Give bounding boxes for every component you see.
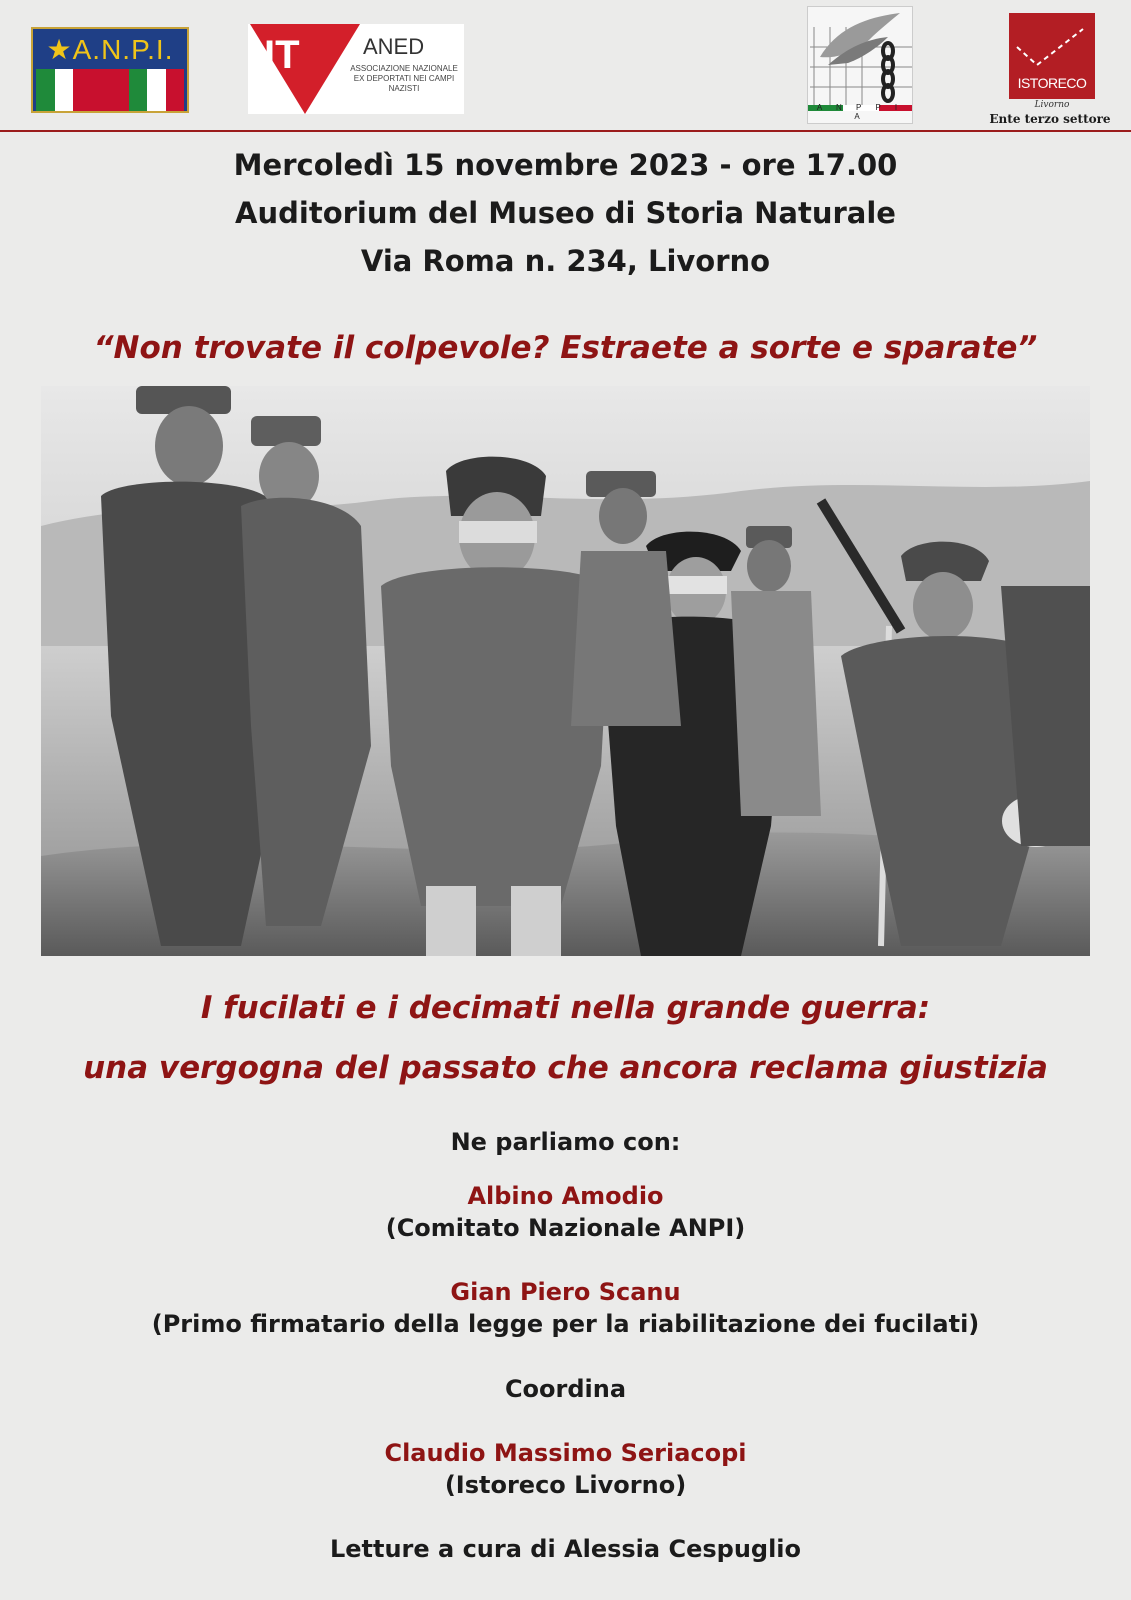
historical-photo: [41, 386, 1090, 956]
istoreco-city: Livorno: [1034, 100, 1070, 110]
moderator-role: (Istoreco Livorno): [444, 1471, 687, 1499]
header-divider: [0, 130, 1131, 132]
logo-bar: [0, 0, 1131, 132]
readings-credit: Letture a cura di Alessia Cespuglio: [329, 1535, 802, 1563]
aned-subtitle-line1: ASSOCIAZIONE NAZIONALE: [350, 64, 458, 73]
speaker-1-name: Albino Amodio: [467, 1182, 664, 1210]
event-title-line1: I fucilati e i decimati nella grande guerra:: [200, 990, 931, 1026]
anppia-label: A N P P I A: [816, 103, 904, 121]
event-address: Via Roma n. 234, Livorno: [360, 244, 771, 278]
aned-subtitle: [344, 64, 464, 94]
quote: “Non trovate il colpevole? Estraete a sorte e sparate”: [93, 330, 1038, 366]
istoreco-tagline: Ente terzo settore: [989, 112, 1111, 126]
speaker-2-name: Gian Piero Scanu: [450, 1278, 681, 1306]
speaker-2-role: (Primo firmatario della legge per la riabilitazione dei fucilati): [151, 1310, 980, 1338]
anpi-logo-text: ★A.N.P.I.: [46, 33, 174, 65]
aned-logo: [248, 24, 464, 114]
anpi-flag-stripes: [36, 69, 184, 111]
aned-code: IT: [264, 33, 300, 77]
anppia-emblem-icon: [808, 7, 913, 111]
speaker-1-role: (Comitato Nazionale ANPI): [385, 1214, 746, 1242]
anppia-logo: [807, 6, 913, 124]
aned-name: ANED: [363, 34, 425, 59]
event-title-line2: una vergogna del passato che ancora reclama giustizia: [83, 1050, 1048, 1086]
moderator-label: Coordina: [504, 1375, 627, 1403]
istoreco-check-icon: [1009, 13, 1095, 73]
anpi-logo: [31, 27, 189, 113]
aned-subtitle-line2: EX DEPORTATI NEI CAMPI NAZISTI: [353, 74, 455, 93]
moderator-name: Claudio Massimo Seriacopi: [384, 1439, 747, 1467]
event-date: Mercoledì 15 novembre 2023 - ore 17.00: [233, 148, 898, 182]
istoreco-logo: [1009, 13, 1095, 99]
istoreco-name: ISTORECO: [1017, 75, 1087, 91]
event-venue: Auditorium del Museo di Storia Naturale: [235, 196, 896, 230]
speakers-intro: Ne parliamo con:: [450, 1128, 681, 1156]
